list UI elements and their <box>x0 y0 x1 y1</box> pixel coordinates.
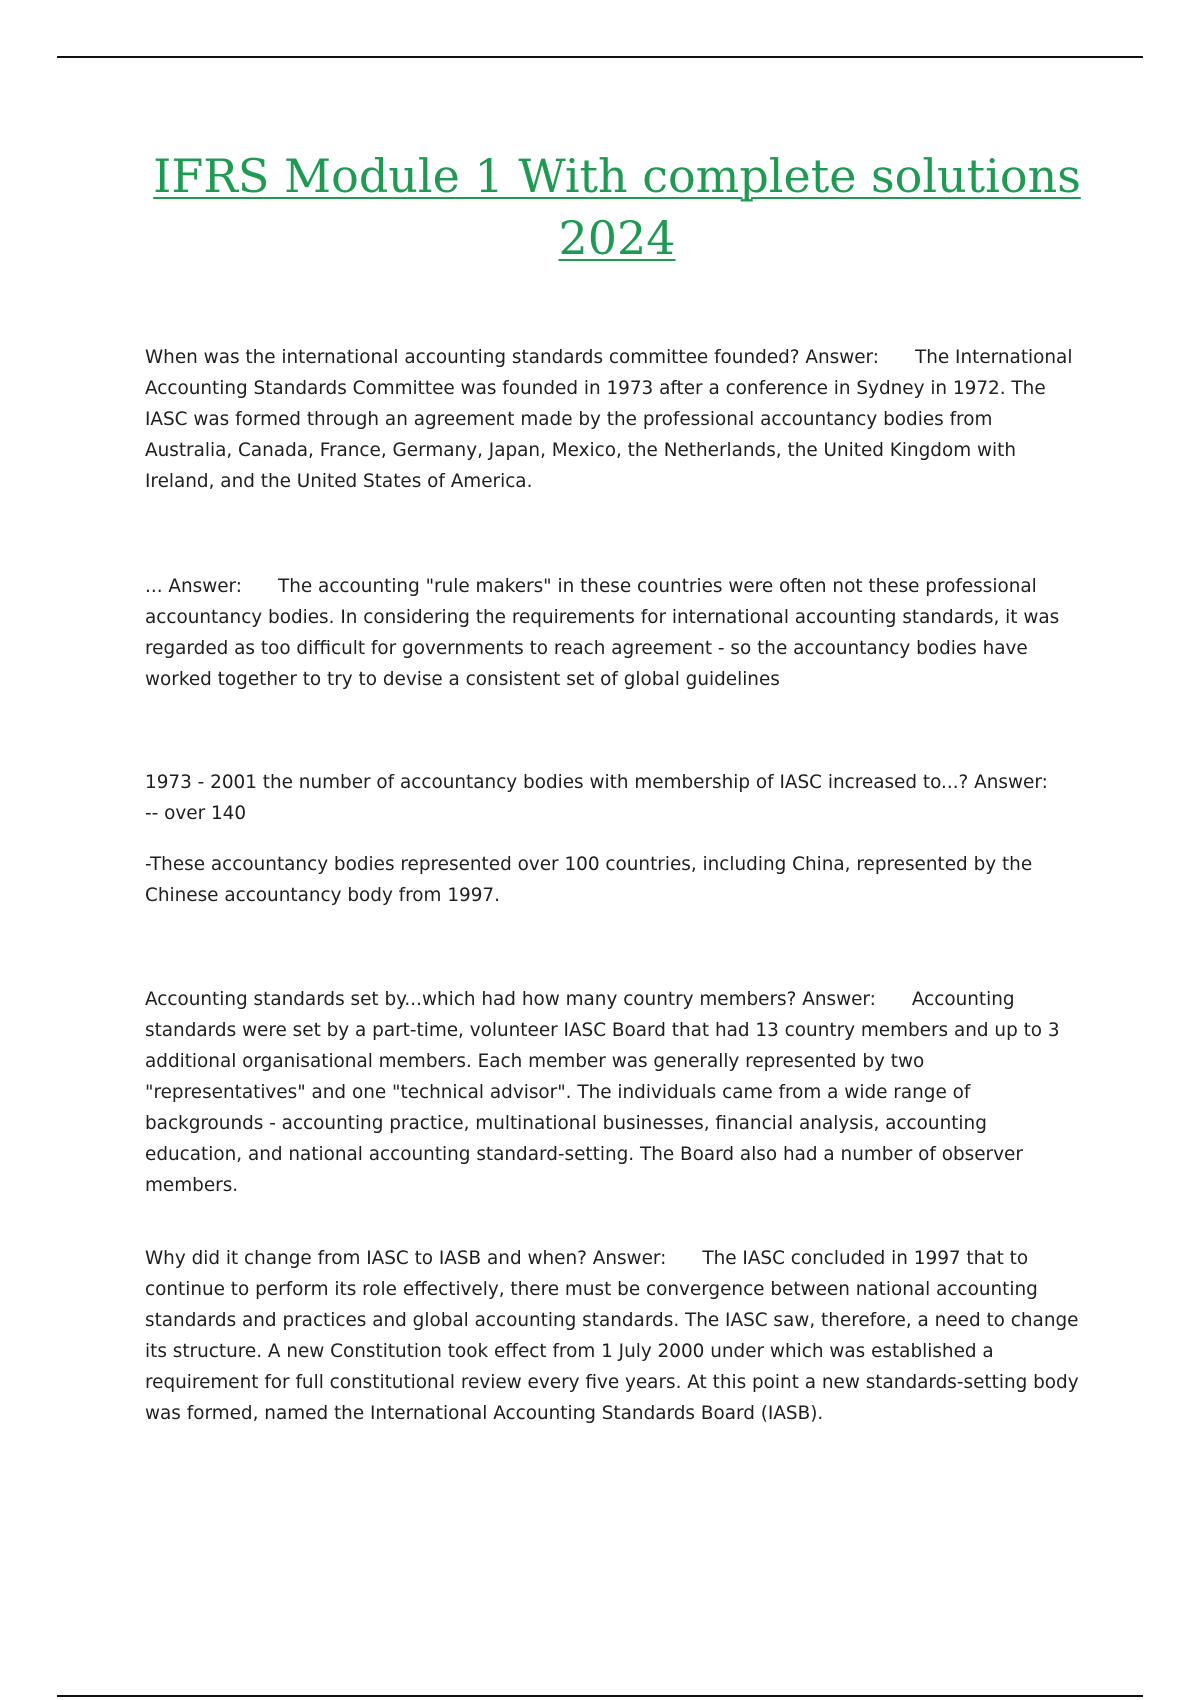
question-text: 1973 - 2001 the number of accountancy bodies with membership of IASC increased to...? Answer: <box>145 772 1048 793</box>
qa-item-5 <box>145 1243 1085 1429</box>
bottom-rule <box>57 1695 1143 1697</box>
answer-text: -- over 140 <box>145 803 247 824</box>
answer-text: The IASC concluded in 1997 that to continue to perform its role effectively, there must be convergence between national accounting standards and practices and global accounting standards. The IASC saw, therefore, a need to change its structure. A new Constitution took effect from 1 July 2000 under which was established a requirement for full constitutional review every five years. At this point a new standards-setting body was formed, named the International Accounting Standards Board (IASB). <box>145 1248 1079 1424</box>
question-text: Accounting standards set by...which had how many country members? Answer: <box>145 989 876 1010</box>
answer-text: The International Accounting Standards Committee was founded in 1973 after a conference in Sydney in 1972. The IASC was formed through an agreement made by the professional accountancy bodies from Australia, Canada, France, Germany, Japan, Mexico, the Netherlands, the United Kingdom with Ireland, and the United States of America. <box>145 347 1073 492</box>
qa-item-4 <box>145 984 1085 1201</box>
answer-text: Accounting standards were set by a part-time, volunteer IASC Board that had 13 country members and up to 3 additional organisational members. Each member was generally represented by two "representatives" and one "technical advisor". The individuals came from a wide range of backgrounds - accounting practice, multinational businesses, financial analysis, accounting education, and national accounting standard-setting. The Board also had a number of observer members. <box>145 989 1060 1196</box>
qa-item-2 <box>145 571 1085 695</box>
question-text: Why did it change from IASC to IASB and when? Answer: <box>145 1248 667 1269</box>
question-text: ... Answer: <box>145 576 242 597</box>
answer-text: The accounting "rule makers" in these countries were often not these professional accountancy bodies. In considering the requirements for international accounting standards, it was regarded as too difficult for governments to reach agreement - so the accountancy bodies have worked together to try to devise a consistent set of global guidelines <box>145 576 1060 690</box>
qa-item-3-extra: -These accountancy bodies represented over 100 countries, including China, represented by the Chinese accountancy body from 1997. <box>145 854 1033 906</box>
qa-item-3 <box>145 767 1085 829</box>
qa-item-1 <box>145 342 1085 497</box>
top-rule <box>57 56 1143 58</box>
question-text: When was the international accounting standards committee founded? Answer: <box>145 347 879 368</box>
document-title: IFRS Module 1 With complete solutions 2024 <box>153 149 1081 265</box>
